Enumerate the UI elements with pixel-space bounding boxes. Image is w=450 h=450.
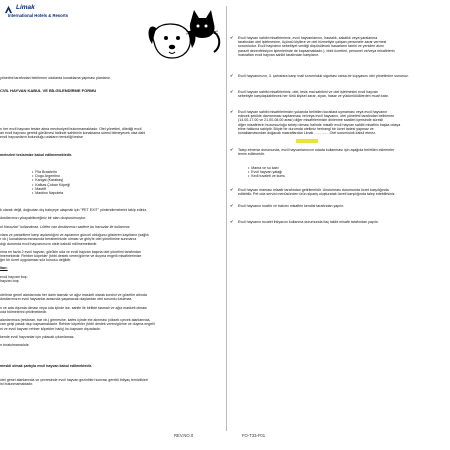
text-line: n her evcil hayvanı tesise alma mecburiyeti bulunmamaktadır. Otel yönetimi, dilediği evcil bbox=[0, 127, 142, 131]
text-line: otelimiz genel alanlarında her daim tasmalı ve ağız maskeli olarak kontrol ve gözetim altında bbox=[0, 293, 147, 297]
text-line: Evcil hayvanın tuvalet ihtiyacını kullanma durumunda ilaç takibi misafir tarafından yapılır. bbox=[238, 220, 379, 224]
text-line: parazit dezenfeksiyon işlemlerinde de kapsamaktadır.), tıbbi ücretleri, personel ve/veya misafirlerin bbox=[238, 48, 395, 53]
text-line: an evcil hayvanı gerekli görülmesi halinde sahibinin konaklama süresi bitmeyecek olsa dahi bbox=[0, 131, 146, 136]
text-line: ni ve evcil hayvan rehber köpekler hariç) bu kapsam dışındadır. bbox=[0, 326, 101, 331]
checkmark-icon: ✔ bbox=[230, 147, 234, 152]
text-line: n bırakılmamalıdır. bbox=[0, 343, 30, 348]
checkmark-icon: ✔ bbox=[230, 89, 234, 94]
text-line: r vb.) konaklama esnasında beraberinizde olması ve giriş'te otel yönetimine sunmanız bbox=[0, 237, 137, 242]
paragraph-c bbox=[0, 293, 220, 347]
checkmark-icon: ✔ bbox=[230, 109, 234, 114]
supply-item: • Kedi tuvaleti ve kumu bbox=[248, 174, 285, 178]
text-line: Evcil hayvan sahibi misafirlerimiz, evcil hayvanlarının, hastalık, sakatlık veya yaralanma bbox=[238, 36, 378, 40]
revision-number: REV.NO.0 bbox=[174, 433, 194, 438]
text-line: tarafından otel işletmesine, üçüncü kişilere ve otel hizmetiyle çalışan personele zarar vermesi bbox=[238, 40, 387, 45]
text-line: eline hakkına sahiptir. Böyle bir durumda otelimiz herhangi bir ücret iadesi yapmaz ve bbox=[238, 126, 374, 131]
checkmark-icon: ✔ bbox=[230, 219, 234, 224]
text-line: sebebiyle karşılaşılabilecek her türlü kişisel zarar, ziyan, hasar ve yükümlülüklerden muaf tutar. bbox=[238, 94, 389, 99]
text-line: alanlarımıza (restoran, bar vb.) girmesine, kafes içinde ele alınması yüksek ıçecek alanlarında, bbox=[0, 318, 151, 323]
text-line: ğer bir ücret uygulaması söz konusu değildir. bbox=[0, 258, 72, 263]
brand-tagline: International Hotels & Resorts bbox=[8, 13, 69, 18]
breed-item: • Kangal (Karabaş) bbox=[32, 178, 70, 182]
text-line: dığı durumda evcil hayvanınızın otele kabulü edilmemektedir. bbox=[0, 241, 98, 246]
text-line: n ve ada dışında olması veya oda içinde ise, sahibi ile birlikte tasmalı ve ağız maskeli olması bbox=[0, 305, 148, 310]
text-line: konaklamasından doğacak masraflardan Limak ………… Otel sorumluluk kabul etmez. bbox=[238, 131, 377, 136]
cat-and-dog-illustration bbox=[136, 2, 226, 70]
paragraph-d bbox=[0, 378, 220, 386]
text-line: dostlarımızın evcil hayvanlar arasında yaşanacak olaylardan otel sorumlu tutulmaz. bbox=[0, 297, 133, 302]
text-line: sorumludur. Evcil hayvanın sebebiyet verdiği düşünülecek hasarların tamiri ve yeniden alımı bbox=[238, 44, 385, 49]
text-line: Evcil hayvan sahibi misafirlerimiz, otel, tesis mal sahibini ve otel işletmesini evcil hayvan bbox=[238, 90, 378, 94]
breeds-heading: melezleri tesisimize kabul edilmemektedir. bbox=[0, 153, 73, 157]
breed-item: • Fila Brasileiro bbox=[32, 170, 70, 174]
text-line: hayvan boş: bbox=[0, 279, 20, 284]
text-line: dostlarımızı yıkayabileceğiniz bir alan oluşturulmuştur. bbox=[0, 216, 86, 221]
form-title: CVİL HAYVAN KABUL VE BİLGİLENDİRME FORMU bbox=[0, 88, 97, 93]
supplies-list bbox=[248, 166, 285, 179]
breed-item: • Kafkas Çoban Köpeği bbox=[32, 183, 70, 187]
text-line: masrafları evcil hayvan sahibi tarafından karşılanır. bbox=[238, 52, 319, 57]
text-line: Evcil hayvan maması misafir tarafından getirilmelidir. Unutulması durumunda ücret karşılığında bbox=[238, 188, 389, 192]
checkmark-icon: ✔ bbox=[230, 187, 234, 192]
text-line: kende evcil hayvanlar için yıkacak çıkarılamaz. bbox=[0, 334, 75, 339]
supply-item: • Mama ve su kabı bbox=[248, 166, 285, 170]
rules-heading: lları: bbox=[0, 266, 8, 270]
text-line: Talep etmeniz durumunda, evcil hayvanlarınızın odada kullanması için aşağıda belirtilen eklemeler bbox=[238, 148, 395, 152]
text-line: Evcil hayvanın kuaför ve bakımı misafirin kendisi tarafından yapılır. bbox=[238, 204, 345, 208]
checkmark-icon: ✔ bbox=[230, 73, 234, 78]
text-line: otel genel alanlarında ve çevresinde evcil hayvan gezintileri sonrası gerekli ihtiyaç temizlikleri bbox=[0, 378, 148, 382]
highlight-mark bbox=[296, 139, 318, 143]
breed-item: • Mastiff bbox=[32, 187, 70, 191]
text-line: k olarak değil, doğrudan dış bahçeye ulaşmak için "PET EXIT" yönlendirmelerini takip ediniz. bbox=[0, 208, 148, 212]
text-line: ol Havuzlar" kullanılmaz. Lütfen can dostlarımızı sadece bu havuzlar ile kullanınız. bbox=[0, 224, 131, 229]
column-divider bbox=[226, 6, 227, 431]
paragraph-a bbox=[0, 127, 220, 140]
breeds-list bbox=[32, 170, 70, 195]
text-line: lmemektedir. Rehber köpekler (tıbbi destek veren/görme ve duyma engelli misafirlerimize bbox=[0, 254, 142, 259]
breed-item: • Mastino Napoleta bbox=[32, 191, 70, 195]
company-logo bbox=[4, 4, 84, 26]
text-line: edecek şekilde davranması saptanması ve/veya evcil hayvanın, otel yönetimi tarafından belirlenen bbox=[238, 114, 395, 119]
intro-fragment: yönetimi tarafından belirlenen odalarda konaklama yapması planlanır. bbox=[0, 76, 111, 80]
text-line: Evcil hayvan sahibi misafirlerimizin yukarıda belirtilen kurallara uymaması veya evcil hayvanın bbox=[238, 110, 388, 114]
text-line: temin edilecektir. bbox=[238, 152, 265, 157]
rules-sub bbox=[0, 275, 28, 283]
text-line: (14.00-17.00 ve 21.00-08.00 arası) diğer misafirlerimizin dinlenme saatleri içerisinde sürekli bbox=[238, 118, 384, 123]
text-line: evcil hayvanların bulunduğu odaların temizliği tesise bbox=[0, 135, 83, 140]
checkmark-icon: ✔ bbox=[230, 203, 234, 208]
brand-name: Limak bbox=[16, 4, 35, 11]
text-line: oda bölmelerini çekilmektedir. bbox=[0, 309, 48, 314]
paragraph-b bbox=[0, 208, 220, 262]
supply-item: • Evcil hayvan yatağı bbox=[248, 170, 285, 174]
text-line: edilebilir. Pet oda servisi menüsünden ürün sipariş oluşturarak ücreti karşılığında talep edebilirsiniz. bbox=[238, 192, 396, 197]
breed-item: • Dogo Argentino bbox=[32, 174, 70, 178]
text-line: vlara ve parazitlere karşı aşılandığını ve aşılarının güncel olduğunu gösteren kayıtların (sağlık bbox=[0, 233, 149, 238]
text-line: Evcil hayvanınızın, 3. şahıslara karşı mali sorumluluk sigortası varsa bir kopyasını otel yönetimine sununuz. bbox=[238, 74, 409, 78]
bold-note: meskli olmak şartıyla evcil hayvan kabul edilmektedir. bbox=[0, 364, 92, 368]
text-line: van girişi yasak olup kapsamaktadır. Rehber köpekler (tıbbi destek veren/görme ve duyma engelli bbox=[0, 322, 155, 327]
text-line: ini bulunmamaktadır. bbox=[0, 382, 34, 387]
text-line: nma en fazla 2 evcil hayvan, görükle oda ve evcil hayvan başına otel yönetimi tarafından bbox=[0, 249, 141, 254]
checkmark-icon: ✔ bbox=[230, 35, 234, 40]
text-line: evcil hayvan boş: bbox=[0, 275, 28, 279]
text-line: diğer misafirlerin huzursuzluğu sebep olması halinde misafir evcil hayvan sahibi misafirin başka odaya bbox=[238, 122, 401, 127]
form-code: FO-T33-F01 bbox=[242, 433, 266, 438]
